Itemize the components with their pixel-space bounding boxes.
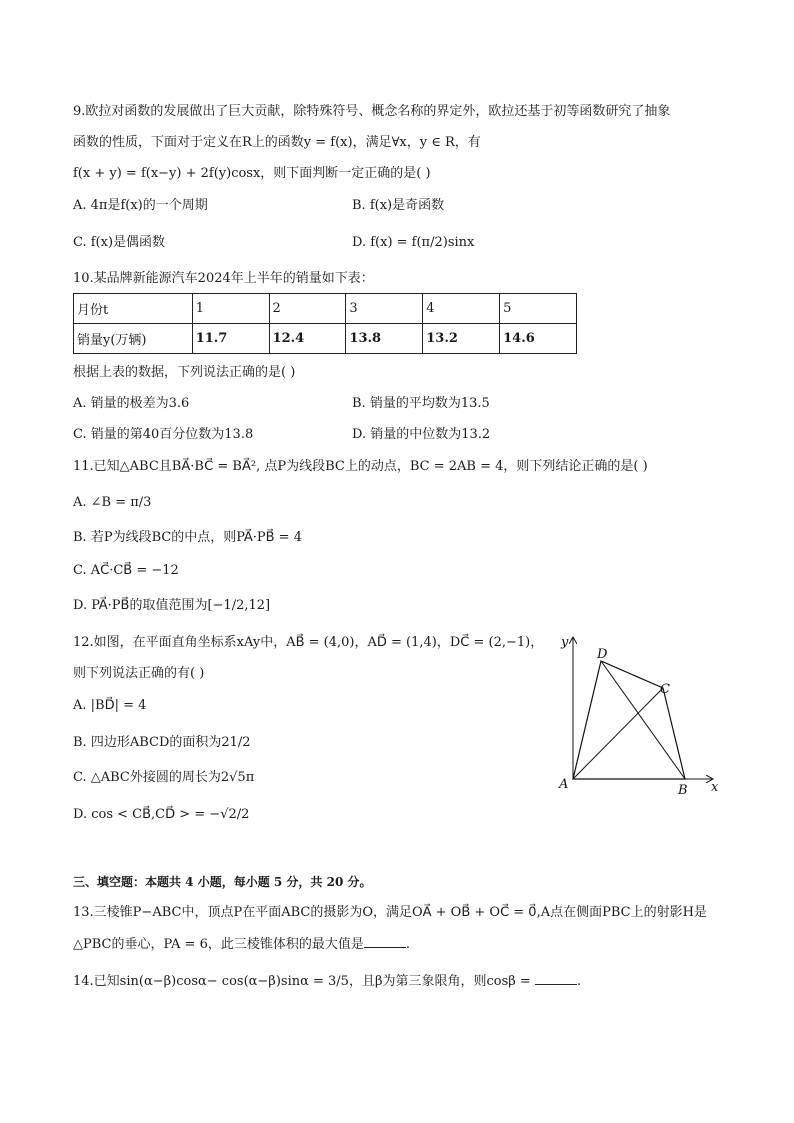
table-sales-cell: 13.2 bbox=[423, 324, 500, 354]
q13-line2-text: △PBC的垂心，PA = 6，此三棱锥体积的最大值是 bbox=[73, 937, 364, 952]
section-heading: 三、填空题：本题共 4 小题，每小题 5 分，共 20 分。 bbox=[73, 875, 372, 889]
q14-line1-text: 14.已知sin(α−β)cosα− cos(α−β)sinα = 3/5，且β为第三象限角，则cosβ = bbox=[73, 974, 535, 989]
q10-stem-line2: 根据上表的数据，下列说法正确的是( ) bbox=[73, 365, 296, 380]
table-sales-cell: 12.4 bbox=[269, 324, 346, 354]
q12-option-a: A. |BD⃗| = 4 bbox=[73, 698, 147, 713]
q10-option-c: C. 销量的第40百分位数为13.8 bbox=[73, 427, 254, 442]
q12-stem-line2: 则下列说法正确的有( ) bbox=[73, 666, 205, 681]
x-axis-label: x bbox=[711, 780, 719, 795]
quadrilateral-figure bbox=[552, 628, 732, 803]
q11-option-b: B. 若P为线段BC的中点，则PA⃗·PB⃗ = 4 bbox=[73, 530, 302, 545]
q10-stem-line1: 10.某品牌新能源汽车2024年上半年的销量如下表： bbox=[73, 271, 374, 286]
table-sales-cell: 13.8 bbox=[346, 324, 423, 354]
q11-option-c: C. AC⃗·CB⃗ = −12 bbox=[73, 563, 179, 578]
q10-option-a: A. 销量的极差为3.6 bbox=[73, 396, 190, 411]
table-header-label: 月份t bbox=[74, 294, 193, 324]
table-month-cell: 5 bbox=[500, 294, 577, 324]
q9-option-b: B. f(x)是奇函数 bbox=[352, 198, 445, 213]
q12-option-d: D. cos < CB⃗,CD⃗ > = −√2/2 bbox=[73, 807, 250, 822]
q11-stem: 11.已知△ABC且BA⃗·BC⃗ = BA⃗², 点P为线段BC上的动点，BC = 2AB = 4，则下列结论正确的是( ) bbox=[73, 459, 648, 474]
q9-option-a: A. 4π是f(x)的一个周期 bbox=[73, 198, 208, 213]
q9-stem-line3: f(x + y) = f(x−y) + 2f(y)cosx，则下面判断一定正确的是( ) bbox=[73, 166, 431, 181]
q9-stem-line2: 函数的性质，下面对于定义在R上的函数y = f(x)，满足∀x，y ∈ R，有 bbox=[73, 135, 481, 150]
q14-answer-blank[interactable] bbox=[535, 972, 577, 985]
q13-answer-blank[interactable] bbox=[364, 935, 406, 948]
table-month-cell: 1 bbox=[192, 294, 269, 324]
table-month-cell: 4 bbox=[423, 294, 500, 324]
q10-option-b: B. 销量的平均数为13.5 bbox=[352, 396, 490, 411]
q12-option-b: B. 四边形ABCD的面积为21/2 bbox=[73, 735, 251, 750]
table-sales-cell: 14.6 bbox=[500, 324, 577, 354]
table-month-cell: 3 bbox=[346, 294, 423, 324]
diagonal-ac bbox=[573, 688, 663, 779]
q12-option-c: C. △ABC外接圆的周长为2√5π bbox=[73, 770, 255, 785]
q11-option-d: D. PA⃗·PB⃗的取值范围为[−1/2,12] bbox=[73, 598, 271, 613]
q10-option-d: D. 销量的中位数为13.2 bbox=[352, 427, 491, 442]
q9-stem-line1: 9.欧拉对函数的发展做出了巨大贡献，除特殊符号、概念名称的界定外，欧拉还基于初等函数研究了抽象 bbox=[73, 104, 671, 119]
q9-option-d: D. f(x) = f(π/2)sinx bbox=[352, 235, 475, 250]
table-row-months bbox=[74, 294, 577, 324]
quadrilateral-abcd bbox=[573, 661, 685, 779]
y-axis-label: y bbox=[561, 635, 569, 650]
q12-stem-line1: 12.如图，在平面直角坐标系xAy中，AB⃗ = (4,0)，AD⃗ = (1,4)，DC⃗ = (2,−1)， bbox=[73, 635, 544, 650]
table-row-sales bbox=[74, 324, 577, 354]
q14-stem: 14.已知sin(α−β)cosα− cos(α−β)sinα = 3/5，且β为第三象限角，则cosβ = . bbox=[73, 974, 582, 989]
q9-option-c: C. f(x)是偶函数 bbox=[73, 235, 166, 250]
point-c-label: C bbox=[660, 682, 670, 697]
table-month-cell: 2 bbox=[269, 294, 346, 324]
point-b-label: B bbox=[678, 783, 688, 798]
table-row-label: 销量y(万辆) bbox=[74, 324, 193, 354]
q11-option-a: A. ∠B = π/3 bbox=[73, 495, 152, 510]
sales-table bbox=[73, 293, 577, 354]
point-d-label: D bbox=[597, 647, 608, 662]
q13-stem-line1: 13.三棱锥P−ABC中，顶点P在平面ABC的摄影为O，满足OA⃗ + OB⃗ + OC⃗ = 0⃗,A点在侧面PBC上的射影H是 bbox=[73, 905, 707, 920]
table-sales-cell: 11.7 bbox=[192, 324, 269, 354]
q13-stem-line2: △PBC的垂心，PA = 6，此三棱锥体积的最大值是 . bbox=[73, 937, 410, 952]
point-a-label: A bbox=[559, 777, 569, 792]
